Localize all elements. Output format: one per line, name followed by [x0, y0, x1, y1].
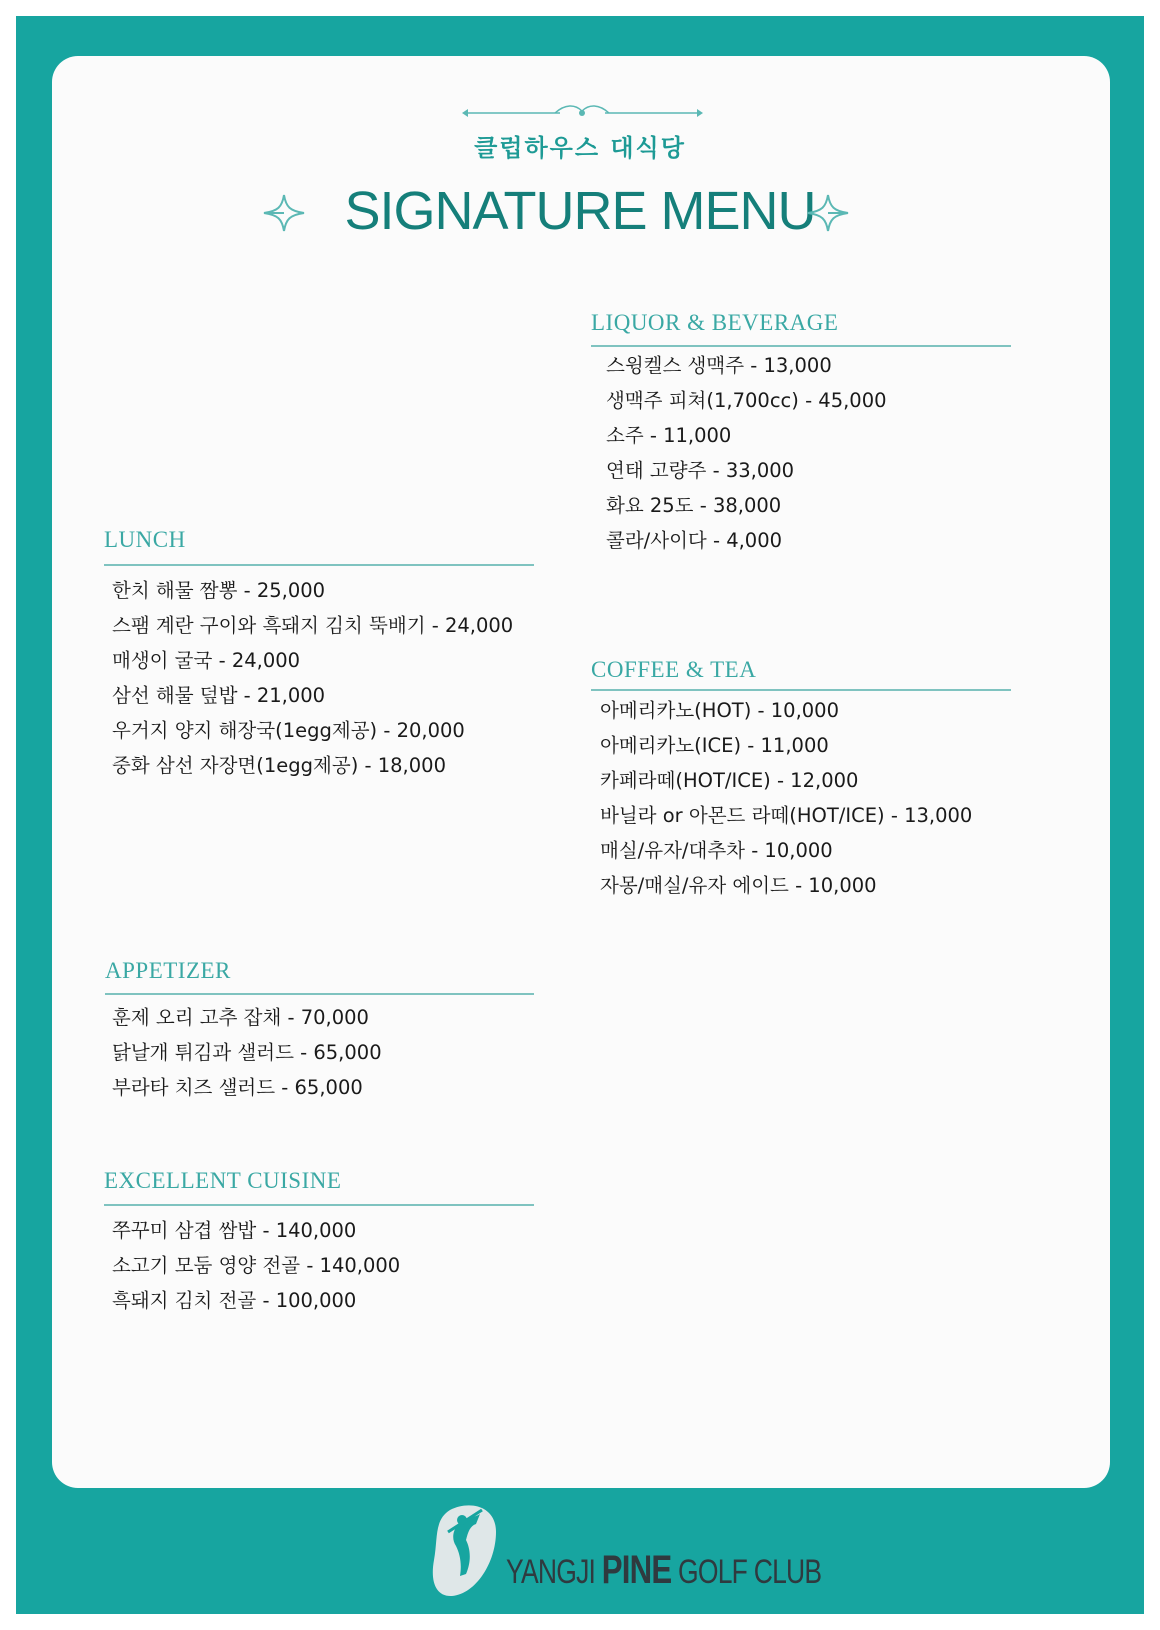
- section-title-coffee: COFFEE & TEA: [591, 657, 757, 682]
- menu-item: 카페라떼(HOT/ICE) - 12,000: [600, 769, 859, 792]
- section-divider: [104, 1204, 534, 1206]
- menu-item: 매생이 굴국 - 24,000: [112, 649, 301, 672]
- cuisine-list: [112, 1213, 400, 1318]
- section-title-liquor: LIQUOR & BEVERAGE: [591, 310, 839, 335]
- menu-item: 부라타 치즈 샐러드 - 65,000: [112, 1076, 363, 1099]
- menu-item: 한치 해물 짬뽕 - 25,000: [112, 579, 326, 602]
- sparkle-right-icon: [806, 193, 850, 233]
- menu-item: 스팸 계란 구이와 흑돼지 김치 뚝배기 - 24,000: [112, 614, 514, 637]
- menu-item: 중화 삼선 자장면(1egg제공) - 18,000: [112, 754, 446, 777]
- menu-item: 스윙켈스 생맥주 - 13,000: [606, 354, 832, 377]
- menu-item: 바닐라 or 아몬드 라떼(HOT/ICE) - 13,000: [600, 804, 973, 827]
- section-divider: [104, 564, 534, 566]
- section-title-appetizer: APPETIZER: [105, 958, 231, 983]
- menu-item: 화요 25도 - 38,000: [606, 494, 782, 517]
- lunch-list: [112, 573, 513, 783]
- menu-item: 삼선 해물 덮밥 - 21,000: [112, 684, 326, 707]
- club-logo: [430, 1502, 822, 1602]
- sparkle-left-icon: [262, 193, 306, 233]
- ornament-flourish-icon: [460, 102, 705, 124]
- menu-item: 우거지 양지 해장국(1egg제공) - 20,000: [112, 719, 465, 742]
- section-divider: [105, 993, 534, 995]
- menu-item: 매실/유자/대추차 - 10,000: [600, 839, 833, 862]
- logo-text-yangji: YANGJI: [506, 1553, 602, 1591]
- section-divider: [591, 689, 1011, 691]
- menu-item: 소주 - 11,000: [606, 424, 732, 447]
- section-title-cuisine: EXCELLENT CUISINE: [104, 1168, 342, 1193]
- menu-item: 콜라/사이다 - 4,000: [606, 529, 783, 552]
- page-title: SIGNATURE MENU: [344, 181, 816, 241]
- logo-text-pine: PINE: [601, 1548, 672, 1592]
- club-name: [506, 1548, 821, 1593]
- restaurant-subtitle: 클럽하우스 대식당: [474, 134, 686, 162]
- coffee-list: [600, 693, 972, 903]
- logo-text-golf-club: GOLF CLUB: [671, 1553, 822, 1591]
- menu-item: 훈제 오리 고추 잡채 - 70,000: [112, 1006, 369, 1029]
- section-divider: [591, 345, 1011, 347]
- menu-item: 쭈꾸미 삼겹 쌈밥 - 140,000: [112, 1219, 357, 1242]
- section-title-lunch: LUNCH: [104, 527, 186, 552]
- appetizer-list: [112, 1000, 382, 1105]
- menu-item: 생맥주 피쳐(1,700cc) - 45,000: [606, 389, 887, 412]
- menu-item: 흑돼지 김치 전골 - 100,000: [112, 1289, 357, 1312]
- golfer-logo-icon: [430, 1502, 500, 1598]
- menu-item: 닭날개 튀김과 샐러드 - 65,000: [112, 1041, 382, 1064]
- menu-item: 아메리카노(HOT) - 10,000: [600, 699, 839, 722]
- menu-item: 연태 고량주 - 33,000: [606, 459, 795, 482]
- liquor-list: [606, 348, 887, 558]
- menu-item: 소고기 모둠 영양 전골 - 140,000: [112, 1254, 401, 1277]
- menu-item: 자몽/매실/유자 에이드 - 10,000: [600, 874, 877, 897]
- menu-item: 아메리카노(ICE) - 11,000: [600, 734, 829, 757]
